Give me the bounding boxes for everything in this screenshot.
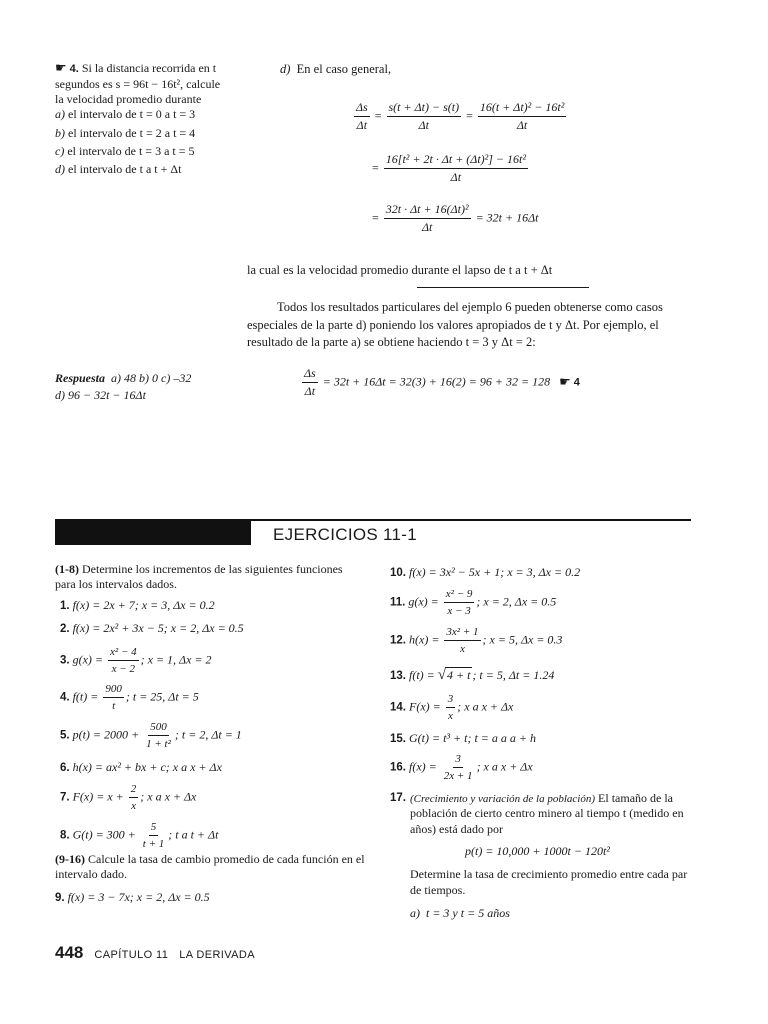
problem-item-c: c) el intervalo de t = 3 a t = 5 bbox=[55, 144, 195, 159]
exercise-4: 4. f(t) = $\frac{900}{t}$ ; t = 25, Δt = 5 bbox=[60, 683, 199, 713]
equation-line-2: = $\frac{\text{16[t² + 2t · Δt + (Δt)²] − 16t²}}{\Delta t}$ bbox=[372, 152, 526, 185]
exercise-17: 17. (Crecimiento y variación de la población) El tamaño de la población de cierto centro minero al tiempo t (medido en años) está dado por p(t) = 10,000 + 1000t − 120t² Determine la tasa de crecimiento promedio entre cada par de tiempos. a) t = 3 y t = 5 años bbox=[390, 791, 695, 922]
problem-item-b: b) el intervalo de t = 2 a t = 4 bbox=[55, 125, 196, 140]
page-footer bbox=[55, 942, 255, 964]
pointing-hand-icon: ☛ bbox=[559, 373, 571, 389]
footer-chapter: CAPÍTULO 11 bbox=[94, 949, 169, 961]
exercise-15: 15. G(t) = t³ + t; t = a a a + h bbox=[390, 731, 536, 745]
exercise-17-ask: Determine la tasa de crecimiento promedio entre cada par de tiempos. bbox=[410, 867, 688, 897]
problem-number: 4. bbox=[69, 63, 79, 75]
eq3-result: = 32t + 16Δt bbox=[475, 210, 539, 225]
exercise-11: 11. g(x) = $\frac{\text{x² − 9}}{x - 3}$ ; x = 2, Δx = 0.5 bbox=[390, 588, 557, 618]
exercise-17-formula: p(t) = 10,000 + 1000t − 120t² bbox=[465, 844, 610, 859]
final-ref: 4 bbox=[573, 376, 580, 389]
sqrt-icon: √ bbox=[437, 667, 446, 683]
section-black-band bbox=[55, 521, 251, 545]
exercise-16: 16. f(x) = $\frac{3}{2x + 1}$ ; x a x + Δx bbox=[390, 753, 533, 783]
eq1-fraction-2: $\frac{\text{16(t + Δt)² − 16t²}}{\Delta t}$ bbox=[479, 100, 565, 133]
divider-rule bbox=[417, 287, 589, 288]
exercise-7: 7. F(x) = x + $\frac{2}{x}$ ; x a x + Δx bbox=[60, 783, 197, 813]
equation-line-1: $\frac{\Delta s}{\Delta t}$ = $\frac{s(t + \Delta t) - s(t)}{\Delta t}$ = $\frac{\text{16(t + Δt)² − 16t²}}{\Delta t}$ bbox=[356, 100, 565, 133]
page-number: 448 bbox=[55, 943, 84, 962]
exercise-17-item-a: a) t = 3 y t = 5 años bbox=[410, 906, 510, 921]
eq1-fraction-1: $\frac{s(t + \Delta t) - s(t)}{\Delta t}$ bbox=[388, 100, 460, 133]
eq3-fraction: $\frac{\text{32t · Δt + 16(Δt)²}}{\Delta t}$ bbox=[385, 202, 469, 235]
final-fraction: $\frac{\Delta s}{\Delta t}$ bbox=[304, 366, 316, 399]
exercises-intro-1: (1-8) Determine los incrementos de las siguientes funciones para los intervalos dados. bbox=[55, 562, 343, 592]
exercise-1: 1. f(x) = 2x + 7; x = 3, Δx = 0.2 bbox=[60, 598, 215, 612]
eq2-fraction: $\frac{\text{16[t² + 2t · Δt + (Δt)²] − 16t²}}{\Delta t}$ bbox=[385, 152, 526, 185]
exercise-14: 14. F(x) = $\frac{3}{x}$ ; x a x + Δx bbox=[390, 693, 514, 723]
exercises-intro-2: (9-16) Calcule la tasa de cambio promedio de cada función en el intervalo dado. bbox=[55, 852, 365, 882]
exercise-13: 13. f(t) = √4 + t ; t = 5, Δt = 1.24 bbox=[390, 667, 555, 683]
exercise-17-text: El tamaño de la población de cierto centro minero al tiempo t (medido en años) está dado por bbox=[410, 791, 684, 836]
answer-line-1: a) 48 b) 0 c) –32 bbox=[111, 371, 192, 385]
equation-line-3: = $\frac{\text{32t · Δt + 16(Δt)²}}{\Delta t}$ = 32t + 16Δt bbox=[372, 202, 539, 235]
problem-line-1: Si la distancia recorrida en t bbox=[81, 61, 217, 75]
conclusion-text: la cual es la velocidad promedio durante el lapso de t a t + Δt bbox=[247, 263, 553, 277]
problem-line-2: segundos es s = 96t − 16t², calcule bbox=[55, 76, 221, 91]
exercise-17-topic: (Crecimiento y variación de la población) bbox=[410, 793, 596, 805]
exercise-2: 2. f(x) = 2x² + 3x − 5; x = 2, Δx = 0.5 bbox=[60, 621, 244, 635]
footer-chapter-title: LA DERIVADA bbox=[179, 949, 255, 961]
section-title: EJERCICIOS 11-1 bbox=[273, 525, 418, 544]
final-rhs: = 32t + 16Δt = 32(3) + 16(2) = 96 + 32 = 128 bbox=[322, 374, 551, 389]
answer-line-2: d) 96 − 32t − 16Δt bbox=[55, 388, 146, 403]
pointing-hand-icon: ☛ bbox=[55, 60, 67, 75]
exercise-8: 8. G(t) = 300 + $\frac{5}{t + 1}$ ; t a t + Δt bbox=[60, 821, 219, 851]
problem-item-a: a) el intervalo de t = 0 a t = 3 bbox=[55, 107, 196, 122]
exercise-6: 6. h(x) = ax² + bx + c; x a x + Δx bbox=[60, 760, 222, 774]
explanation-paragraph: Todos los resultados particulares del ejemplo 6 pueden obtenerse como casos especiales de la parte d) poniendo los valores apropiados de t y Δt. Por ejemplo, el resultado de la parte a) se obtiene haciendo t = 3 y Δt = 2: bbox=[247, 300, 663, 349]
exercise-9: 9. f(x) = 3 − 7x; x = 2, Δx = 0.5 bbox=[55, 890, 210, 904]
final-equation bbox=[300, 366, 580, 400]
problem-item-d: d) el intervalo de t a t + Δt bbox=[55, 162, 182, 177]
answer-block bbox=[55, 371, 191, 404]
section-header bbox=[55, 519, 691, 547]
problem-4 bbox=[55, 60, 245, 178]
exercise-12: 12. h(x) = $\frac{\text{3x² + 1}}{x}$ ; x = 5, Δx = 0.3 bbox=[390, 626, 563, 656]
exercise-10: 10. f(x) = 3x² − 5x + 1; x = 3, Δx = 0.2 bbox=[390, 565, 581, 579]
exercise-3: 3. g(x) = $\frac{\text{x² − 4}}{x - 2}$ ; x = 1, Δx = 2 bbox=[60, 646, 212, 676]
problem-line-3: la velocidad promedio durante bbox=[55, 91, 202, 106]
partd-heading: d) En el caso general, bbox=[280, 62, 392, 76]
exercise-5: 5. p(t) = 2000 + $\frac{500}{\text{1 + t²}}$ ; t = 2, Δt = 1 bbox=[60, 721, 242, 751]
delta-s-over-delta-t: $\frac{\Delta s}{\Delta t}$ bbox=[356, 100, 368, 133]
answer-label: Respuesta bbox=[55, 371, 106, 385]
